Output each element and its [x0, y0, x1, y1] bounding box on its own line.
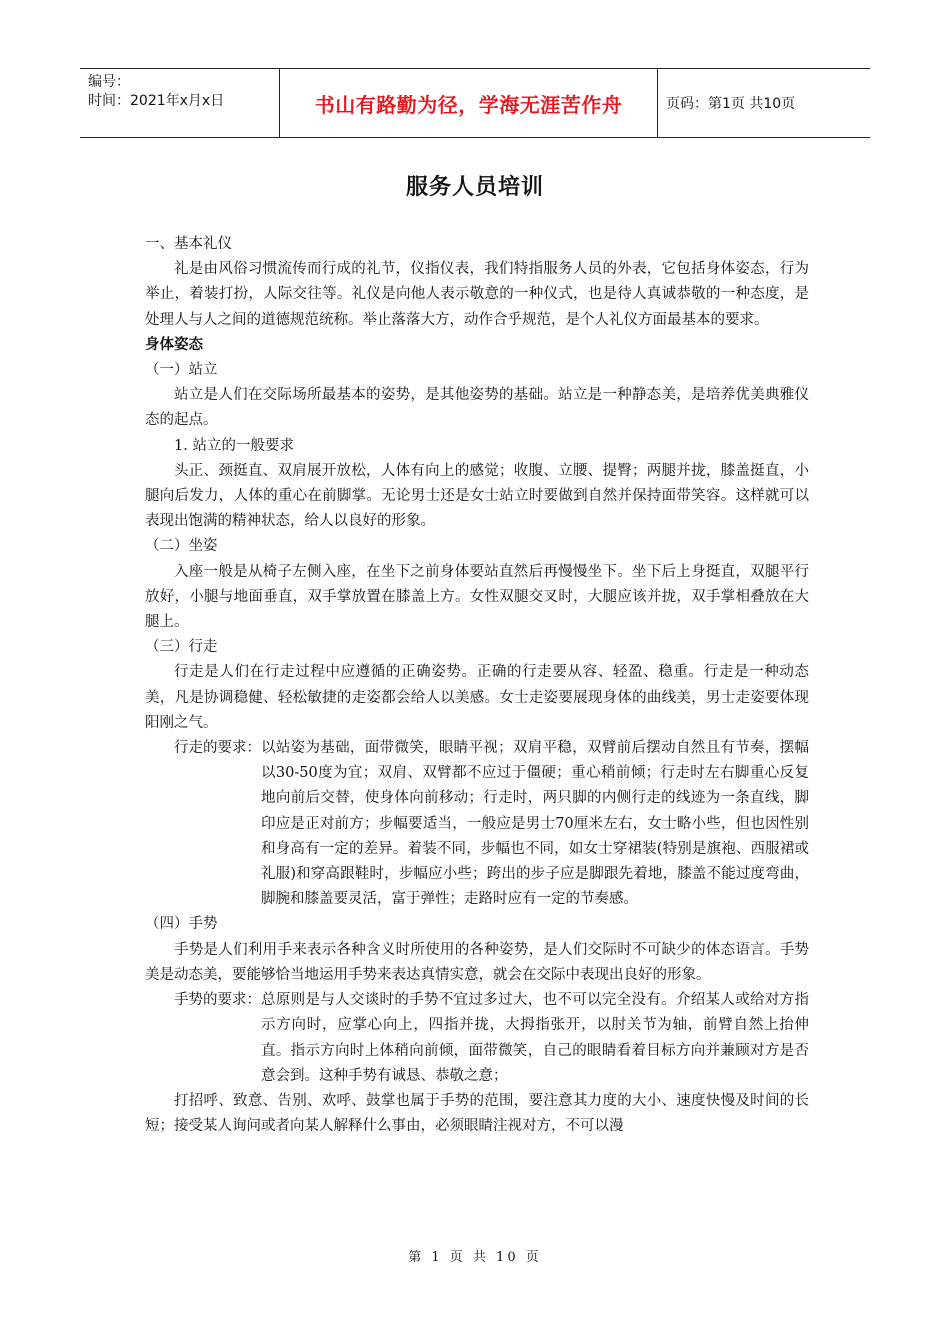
- heading-walking: （三）行走: [145, 639, 218, 656]
- walking-requirements-text: 以站姿为基础，面带微笑，眼睛平视；双肩平稳，双臂前后摆动自然且有节奏，摆幅以30-50度为宜；双肩、双臂都不应过于僵硬；重心稍前倾；行走时左右脚重心反复地向前后交替，使身体向前移动；行走时，两只脚的内侧行走的线迹为一条直线，脚印应是正对前方；步幅要适当，一般应是男士70厘米左右，女士略小些，但也因性别和身高有一定的差异。着装不同，步幅也不同，如女士穿裙装(特别是旗袍、西服裙或礼服)和穿高跟鞋时，步幅应小些；跨出的步子应是脚跟先着地，膝盖不能过度弯曲，脚腕和膝盖要灵活，富于弹性；走路时应有一定的节奏感。: [261, 740, 809, 908]
- heading-standing: （一）站立: [145, 362, 218, 379]
- section-heading-etiquette: 一、基本礼仪: [145, 236, 232, 252]
- paragraph: 行走是人们在行走过程中应遵循的正确姿势。正确的行走要从容、轻盈、稳重。行走是一种动态美，凡是协调稳健、轻松敏捷的走姿都会给人以美感。女士走姿要展现身体的曲线美，男士走姿要体现阳刚之气。: [145, 664, 809, 731]
- walking-requirements-label: 行走的要求：: [174, 740, 261, 757]
- gesture-requirements-text: 总原则是与人交谈时的手势不宜过多过大，也不可以完全没有。介绍某人或给对方指示方向时，应掌心向上，四指并拢，大拇指张开，以肘关节为轴，前臂自然上抬伸直。指示方向时上体稍向前倾，面带微笑，自己的眼睛看着目标方向并兼顾对方是否意会到。这种手势有诚恳、恭敬之意；: [261, 992, 809, 1084]
- walking-requirements: [145, 736, 809, 912]
- heading-gesture: （四）手势: [145, 916, 218, 933]
- header-motto: 书山有路勤为径，学海无涯苦作舟: [280, 69, 658, 137]
- header-time: 时间：2021年x月x日: [88, 93, 225, 109]
- paragraph: 礼是由风俗习惯流传而行成的礼节，仪指仪表，我们特指服务人员的外表，它包括身体姿态，行为举止，着装打扮，人际交往等。礼仪是向他人表示敬意的一种仪式，也是待人真诚恭敬的一种态度，是处理人与人之间的道德规范统称。举止落落大方，动作合乎规范，是个人礼仪方面最基本的要求。: [145, 261, 809, 328]
- paragraph: 打招呼、致意、告别、欢呼、鼓掌也属于手势的范围，要注意其力度的大小、速度快慢及时间的长短；接受某人询问或者向某人解释什么事由，必须眼睛注视对方，不可以漫: [145, 1092, 809, 1135]
- subheading-posture: 身体姿态: [145, 336, 203, 353]
- heading-sitting: （二）坐姿: [145, 538, 218, 555]
- header-page-info: 页码：第1页 共10页: [666, 96, 796, 112]
- subheading-standing-requirements: 1. 站立的一般要求: [174, 437, 294, 454]
- paragraph: 站立是人们在交际场所最基本的姿势，是其他姿势的基础。站立是一种静态美，是培养优美典雅仪态的起点。: [145, 387, 809, 429]
- header-meta: [80, 69, 280, 137]
- page-footer: 第 1 页 共 10 页: [408, 1250, 542, 1265]
- page-header: [80, 68, 870, 138]
- header-number: 编号：: [88, 74, 130, 90]
- paragraph: 手势是人们利用手来表示各种含义时所使用的各种姿势，是人们交际时不可缺少的体态语言。手势美是动态美，要能够恰当地运用手势来表达真情实意，就会在交际中表现出良好的形象。: [145, 941, 809, 983]
- document-body: [145, 232, 809, 1139]
- paragraph: 入座一般是从椅子左侧入座，在坐下之前身体要站直然后再慢慢坐下。坐下后上身挺直，双腿平行放好，小腿与地面垂直，双手掌放置在膝盖上方。女性双腿交叉时，大腿应该并拢，双手掌相叠放在大腿上。: [145, 563, 809, 631]
- document-title: 服务人员培训: [405, 175, 544, 200]
- paragraph: 头正、颈挺直、双肩展开放松，人体有向上的感觉；收腹、立腰、提臀；两腿并拢，膝盖挺直，小腿向后发力，人体的重心在前脚掌。无论男士还是女士站立时要做到自然并保持面带笑容。这样就可以表现出饱满的精神状态，给人以良好的形象。: [145, 462, 809, 530]
- gesture-requirements-label: 手势的要求：: [174, 992, 261, 1009]
- gesture-requirements: [145, 988, 809, 1089]
